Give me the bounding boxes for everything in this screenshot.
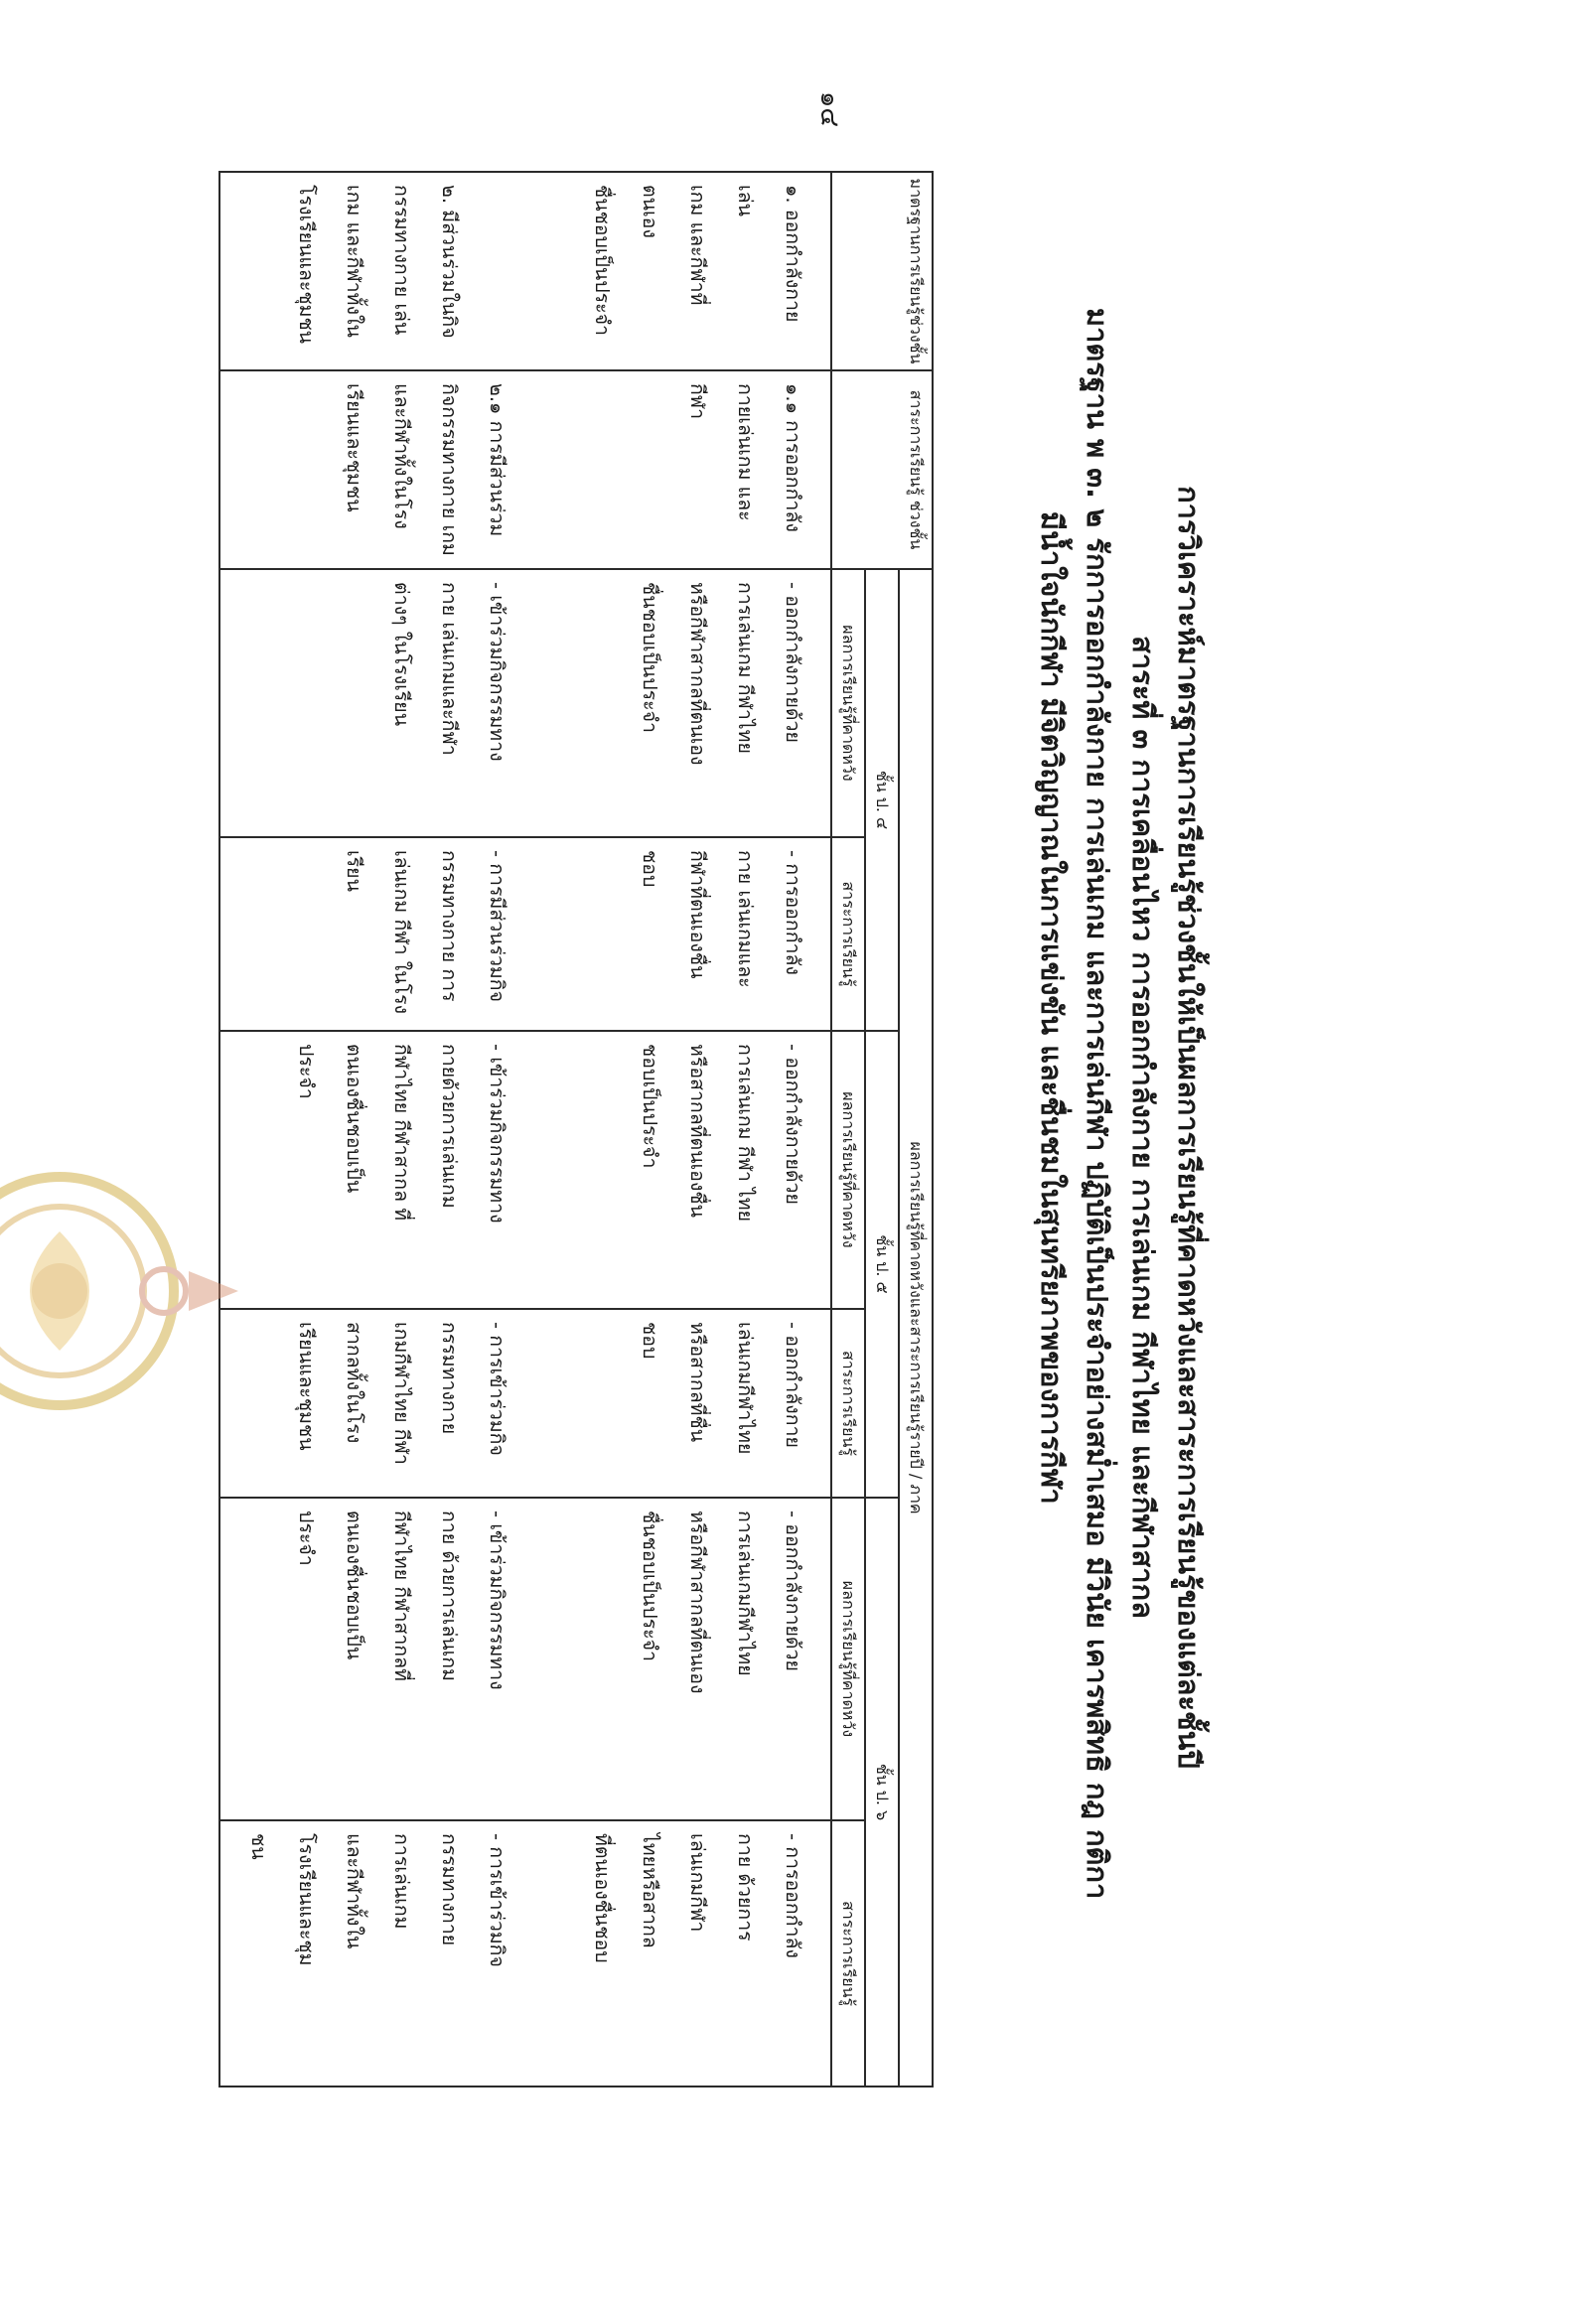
- cell-line: - ออกกำลังกาย: [782, 1322, 804, 1448]
- page-number: ๑๔: [814, 90, 844, 128]
- cell-line: หรือสากลที่ตนเองชื่น: [686, 1044, 709, 1218]
- cell-p5-content: [219, 1309, 831, 1498]
- cell-line: เกมกีฬาไทย กีฬา: [390, 1322, 413, 1465]
- cell-line: ประจำ: [295, 1044, 318, 1099]
- header-standard: มาตรฐานการเรียนรู้ช่วงชั้น: [831, 172, 933, 370]
- cell-line: กาย ด้วยการ: [734, 1833, 757, 1942]
- cell-line: - ออกกำลังกายด้วย: [782, 582, 804, 743]
- cell-line: ชอบเป็นประจำ: [639, 1044, 661, 1169]
- header-p4-content: สาระการเรียนรู้: [831, 837, 865, 1031]
- cell-line: - เข้าร่วมกิจกรรมทาง: [486, 1044, 508, 1223]
- document-heading: [1029, 199, 1212, 2056]
- cell-line: หรือสากลที่ชื่น: [686, 1322, 709, 1443]
- cell-p4-outcome: [219, 569, 831, 837]
- table-row: [219, 172, 831, 2087]
- cell-line: - ออกกำลังกายด้วย: [782, 1511, 804, 1671]
- cell-line: - การมีส่วนร่วมกิจ: [486, 850, 508, 1003]
- header-p6-outcome: ผลการเรียนรู้ที่คาดหวัง: [831, 1498, 865, 1820]
- header-p4-outcome: ผลการเรียนรู้ที่คาดหวัง: [831, 569, 865, 837]
- cell-line: กายเล่นเกม และกีฬา: [686, 383, 757, 521]
- cell-line: กรรมทางกาย เล่น: [390, 185, 413, 336]
- cell-line: กิจกรรมทางกาย เกม: [438, 383, 461, 556]
- cell-line: เรียนและชุมชน: [295, 1322, 318, 1451]
- cell-line: โรงเรียนและชุมชน: [295, 185, 318, 345]
- cell-line: ตนเองชื่นชอบเป็น: [343, 1511, 365, 1660]
- header-p5-content: สาระการเรียนรู้: [831, 1309, 865, 1498]
- cell-line: การเล่นเกม: [390, 1833, 413, 1930]
- cell-line: ชื่นชอบเป็นประจำ: [591, 185, 614, 336]
- heading-standard-line: มาตรฐาน พ ๓. ๒ รักการออกกำลังกาย การเล่นเกม และการเล่นกีฬา ปฏิบัติเป็นประจำอย่างสม่ำเสมอ มีวินัย เคารพสิทธิ กฎ กติกา: [1081, 308, 1114, 1900]
- cell-line: การเล่นเกมกีฬาไทย: [734, 1511, 757, 1676]
- cell-line: กรรมทางกาย การ: [438, 850, 461, 1002]
- header-grade-p6: ชั้น ป. ๖: [865, 1498, 899, 2087]
- cell-line: กีฬาไทย กีฬาสากล ที่: [390, 1044, 413, 1222]
- cell-line: ที่ตนเองชื่นชอบ: [591, 1833, 614, 1963]
- cell-line: เล่นเกมกีฬาไทย: [734, 1322, 757, 1455]
- cell-line: กีฬาไทย กีฬาสากลที่: [390, 1511, 413, 1681]
- cell-line: ชื่นชอบเป็นประจำ: [639, 1511, 661, 1661]
- cell-line: - การออกกำลัง: [782, 850, 804, 975]
- header-row-1: [899, 172, 933, 2087]
- cell-line: - การเข้าร่วมกิจ: [486, 1833, 508, 1967]
- learning-standards-table: [218, 171, 934, 2087]
- cell-line: เรียนและชุมชน: [343, 383, 365, 512]
- cell-p6-content: [219, 1820, 831, 2087]
- cell-line: ตนเองชื่นชอบเป็น: [343, 1044, 365, 1194]
- cell-line: เกม และกีฬาที่ตนเอง: [639, 185, 709, 306]
- cell-standard: [219, 172, 831, 370]
- cell-line: เกม และกีฬาทั้งใน: [343, 185, 365, 338]
- cell-line: ชื่นชอบเป็นประจำ: [639, 582, 661, 733]
- cell-line: ๒.๑ การมีส่วนร่วม: [486, 383, 508, 537]
- cell-line: กรรมทางกาย: [438, 1833, 461, 1946]
- cell-line: การเล่นเกม กีฬา ไทย: [734, 1044, 757, 1223]
- header-p5-outcome: ผลการเรียนรู้ที่คาดหวัง: [831, 1031, 865, 1309]
- cell-line: และกีฬาทั้งใน: [343, 1833, 365, 1949]
- cell-line: ๑.๑ การออกกำลัง: [782, 383, 804, 532]
- cell-line: กรรมทางกาย: [438, 1322, 461, 1435]
- cell-line: การเล่นเกม กีฬาไทย: [734, 582, 757, 754]
- cell-line: - เข้าร่วมกิจกรรมทาง: [486, 582, 508, 762]
- cell-line: ประจำ: [295, 1511, 318, 1566]
- cell-line: ไทยหรือสากล: [639, 1833, 661, 1948]
- cell-strand: [219, 370, 831, 569]
- cell-p4-content: [219, 837, 831, 1031]
- cell-line: ๒. มีส่วนร่วมในกิจ: [438, 185, 461, 339]
- cell-line: ชอบ: [639, 850, 661, 888]
- header-group: ผลการเรียนรู้ที่คาดหวังและสาระการเรียนรู้รายปี / ภาค: [899, 569, 933, 2087]
- header-strand: สาระการเรียนรู้ ช่วงชั้น: [831, 370, 933, 569]
- cell-line: - ออกกำลังกายด้วย: [782, 1044, 804, 1205]
- cell-line: กาย เล่นเกมและกีฬา: [438, 582, 461, 756]
- cell-p5-outcome: [219, 1031, 831, 1309]
- heading-line-1: การวิเคราะห์มาตรฐานการเรียนรู้ช่วงชั้นให้เป็นผลการเรียนรู้ที่คาดหวังและสาระการเรียนรู้ของแต่ละชั้นปี: [1172, 486, 1206, 1769]
- cell-line: [626, 383, 673, 556]
- heading-standard-line-2: มีน้ำใจนักกีฬา มีจิตวิญญาณในการแข่งขัน และชื่นชมในสุนทรียภาพของการกีฬา: [1035, 511, 1069, 1505]
- header-grade-p4: ชั้น ป. ๔: [865, 569, 899, 1031]
- cell-line: หรือกีฬาสากลที่ตนเอง: [686, 582, 709, 766]
- rotated-page-content: [99, 159, 1232, 2095]
- heading-line-2: สาระที่ ๓ การเคลื่อนไหว การออกกำลังกาย การเล่นเกม กีฬาไทย และกีฬาสากล: [1126, 636, 1160, 1619]
- cell-line: - การเข้าร่วมกิจ: [486, 1322, 508, 1456]
- cell-line: - การออกกำลัง: [782, 1833, 804, 1958]
- header-grade-p5: ชั้น ป. ๕: [865, 1031, 899, 1498]
- cell-line: เล่นเกม กีฬา ในโรง: [390, 850, 413, 1015]
- cell-line: ๑. ออกกำลังกาย เล่น: [734, 185, 804, 323]
- cell-line: สากลทั้งในโรง: [343, 1322, 365, 1444]
- cell-line: และกีฬาทั้งในโรง: [390, 383, 413, 529]
- cell-line: โรงเรียนและชุม: [295, 1833, 318, 1966]
- cell-line: กายด้วยการเล่นเกม: [438, 1044, 461, 1209]
- cell-line: ต่างๆ ในโรงเรียน: [390, 582, 413, 727]
- cell-line: กาย เล่นเกมและ: [734, 850, 757, 988]
- cell-line: เรียน: [343, 850, 365, 892]
- header-p6-content: สาระการเรียนรู้: [831, 1820, 865, 2087]
- cell-line: - เข้าร่วมกิจกรรมทาง: [486, 1511, 508, 1690]
- cell-line: เล่นเกมกีฬา: [686, 1833, 709, 1933]
- emblem-watermark-icon: [0, 1162, 258, 1420]
- cell-line: กาย ด้วยการเล่นเกม: [438, 1511, 461, 1681]
- cell-line: หรือกีฬาสากลที่ตนเอง: [686, 1511, 709, 1694]
- cell-p6-outcome: [219, 1498, 831, 1820]
- cell-line: ชน: [247, 1833, 270, 1860]
- cell-line: กีฬาที่ตนเองชื่น: [686, 850, 709, 979]
- cell-line: ชอบ: [639, 1322, 661, 1360]
